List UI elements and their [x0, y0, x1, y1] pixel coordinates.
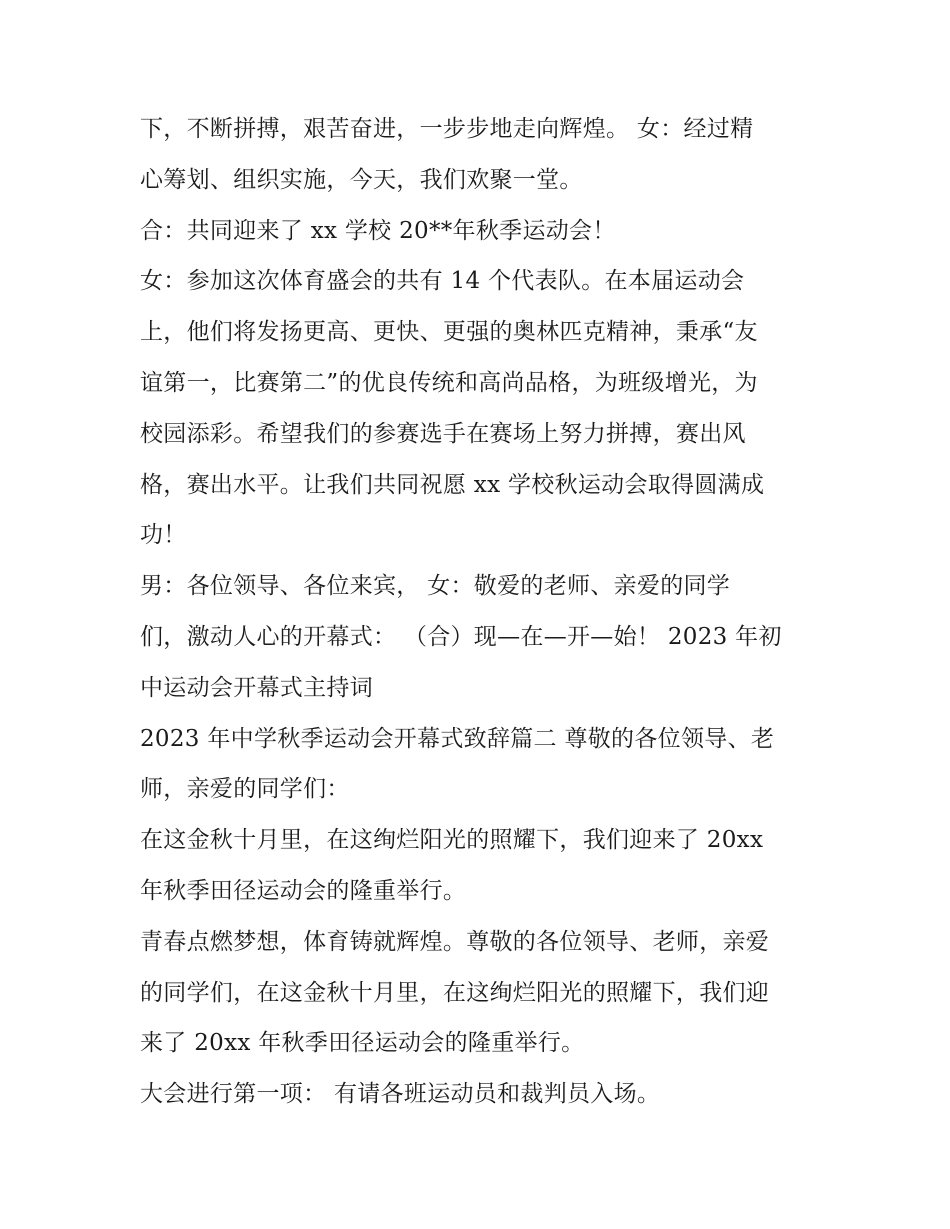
text-line: 年秋季田径运动会的隆重举行。 [140, 877, 467, 904]
text-line: 青春点燃梦想，体育铸就辉煌。尊敬的各位领导、老师，亲爱 [140, 928, 770, 955]
text-line: 心筹划、组织实施，今天，我们欢聚一堂。 [140, 166, 583, 193]
text-line: 上，他们将发扬更高、更快、更强的奥林匹克精神，秉承“友 [140, 319, 758, 346]
text-line: 合：共同迎来了 xx 学校 20**年秋季运动会！ [140, 217, 616, 244]
text-line: 谊第一，比赛第二”的优良传统和高尚品格，为班级增光，为 [140, 369, 758, 396]
text-line: 男：各位领导、各位来宾， 女：敬爱的老师、亲爱的同学 [140, 573, 731, 600]
text-line: 大会进行第一项： 有请各班运动员和裁判员入场。 [140, 1081, 661, 1108]
text-line: 2023 年中学秋季运动会开幕式致辞篇二 尊敬的各位领导、老 [140, 725, 775, 752]
text-line: 女：参加这次体育盛会的共有 14 个代表队。在本届运动会 [140, 268, 745, 295]
text-line: 下，不断拼搏，艰苦奋进，一步步地走向辉煌。 女：经过精 [140, 116, 754, 142]
text-line: 在这金秋十月里，在这绚烂阳光的照耀下，我们迎来了 20xx [140, 827, 764, 854]
text-line: 校园添彩。希望我们的参赛选手在赛场上努力拼搏，赛出风 [140, 420, 746, 447]
text-line: 师，亲爱的同学们： [140, 776, 350, 803]
document-body [140, 104, 820, 1120]
text-line: 中运动会开幕式主持词 [140, 674, 373, 701]
text-line: 的同学们，在这金秋十月里，在这绚烂阳光的照耀下，我们迎 [140, 979, 770, 1006]
text-line: 们，激动人心的开幕式： （合）现—在—开—始！ 2023 年初 [140, 623, 782, 650]
text-line: 来了 20xx 年秋季田径运动会的隆重举行。 [140, 1030, 585, 1057]
text-line: 格，赛出水平。让我们共同祝愿 xx 学校秋运动会取得圆满成 [140, 471, 765, 498]
text-line: 功！ [140, 522, 187, 549]
